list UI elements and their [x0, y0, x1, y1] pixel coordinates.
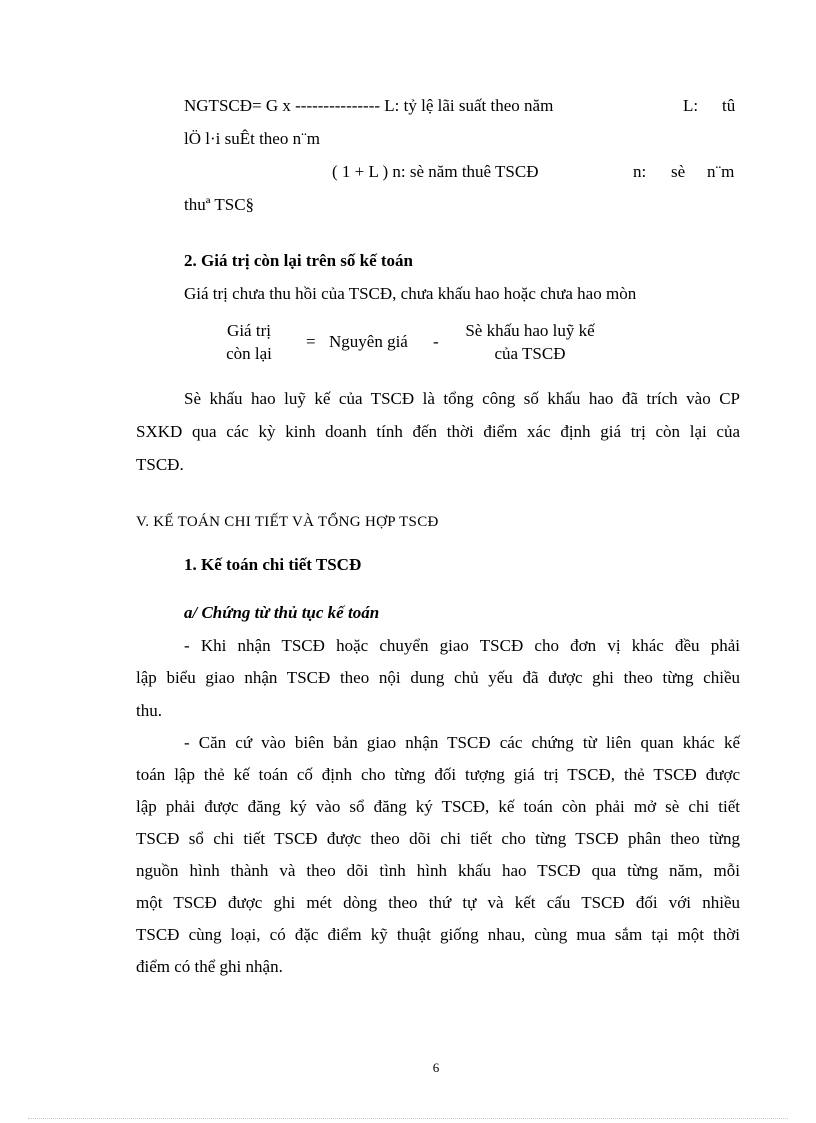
formula-label-nam: n¨m [707, 162, 735, 181]
paragraph-2-line-1: - Căn cứ vào biên bản giao nhận TSCĐ các chứng từ liên quan khác kế [184, 733, 740, 752]
section-v-subheading-1: 1. Kế toán chi tiết TSCĐ [184, 555, 362, 574]
formula-lhs-line-2: còn lại [226, 344, 272, 363]
formula-term-nguyen-gia: Nguyên giá [329, 332, 408, 351]
section-2-paragraph-line-2: SXKD qua các kỳ kinh doanh tính đến thời điểm xác định giá trị còn lại của [136, 422, 740, 441]
formula-line-2: ( 1 + L ) n: sè năm thuê TSCĐ [332, 162, 539, 181]
section-2-heading: 2. Giá trị còn lại trên số kế toán [184, 251, 414, 270]
formula-label-se: sè [671, 162, 686, 181]
paragraph-1-line-1: - Khi nhận TSCĐ hoặc chuyển giao TSCĐ cho đơn vị khác đều phải [184, 636, 740, 655]
formula-lhs-line-1: Giá trị [227, 321, 271, 340]
formula-minus: - [433, 332, 439, 351]
formula-line-1-cont: lÖ l·i suÊt theo n¨m [184, 129, 320, 148]
formula-line-1: NGTSCĐ= G x --------------- L: tỷ lệ lãi suất theo năm [184, 96, 554, 115]
formula-label-n: n: [633, 162, 647, 181]
section-2-paragraph-line-3: TSCĐ. [136, 455, 184, 474]
paragraph-2-line-8: điểm có thể ghi nhận. [136, 957, 283, 976]
page-bottom-divider [28, 1118, 788, 1119]
formula-rhs-line-2: của TSCĐ [494, 344, 566, 363]
formula-line-2-cont: thuª TSC§ [184, 195, 255, 214]
formula-equals: = [306, 332, 316, 351]
paragraph-1-line-3: thu. [136, 701, 162, 720]
paragraph-2-line-7: TSCĐ cùng loại, có đặc điểm kỹ thuật giống nhau, cùng mua sắm tại một thời [136, 925, 740, 944]
paragraph-2-line-5: nguồn hình thành và theo dõi tình hình khấu hao TSCĐ qua từng năm, mỗi [136, 861, 740, 880]
section-2-definition: Giá trị chưa thu hồi của TSCĐ, chưa khấu hao hoặc chưa hao mòn [184, 284, 637, 303]
formula-label-L: L: [683, 96, 699, 115]
section-v-heading: V. KẾ TOÁN CHI TIẾT VÀ TỔNG HỢP TSCĐ [136, 514, 439, 530]
paragraph-2-line-4: TSCĐ sổ chi tiết TSCĐ được theo dõi chi tiết cho từng TSCĐ phân theo từng [136, 829, 740, 848]
page-number: 6 [432, 1060, 440, 1075]
section-v-subheading-a: a/ Chứng từ thủ tục kế toán [184, 603, 380, 622]
paragraph-1-line-2: lập biểu giao nhận TSCĐ theo nội dung chủ yếu đã được ghi theo từng chiều [136, 668, 740, 687]
formula-label-tu: tû [722, 96, 736, 115]
paragraph-2-line-2: toán lập thẻ kế toán cố định cho từng đối tượng giá trị TSCĐ, thẻ TSCĐ được [136, 765, 740, 784]
formula-rhs-line-1: Sè khấu hao luỹ kế [465, 321, 595, 340]
paragraph-2-line-6: một TSCĐ được ghi mét dòng theo thứ tự và kết cấu TSCĐ đối với nhiều [136, 893, 740, 912]
paragraph-2-line-3: lập phải được đăng ký vào sổ đăng ký TSCĐ, kế toán còn phải mở sè chi tiết [136, 797, 740, 816]
section-2-paragraph-line-1: Sè khấu hao luỹ kế của TSCĐ là tổng công số khấu hao đã trích vào CP [184, 389, 740, 408]
